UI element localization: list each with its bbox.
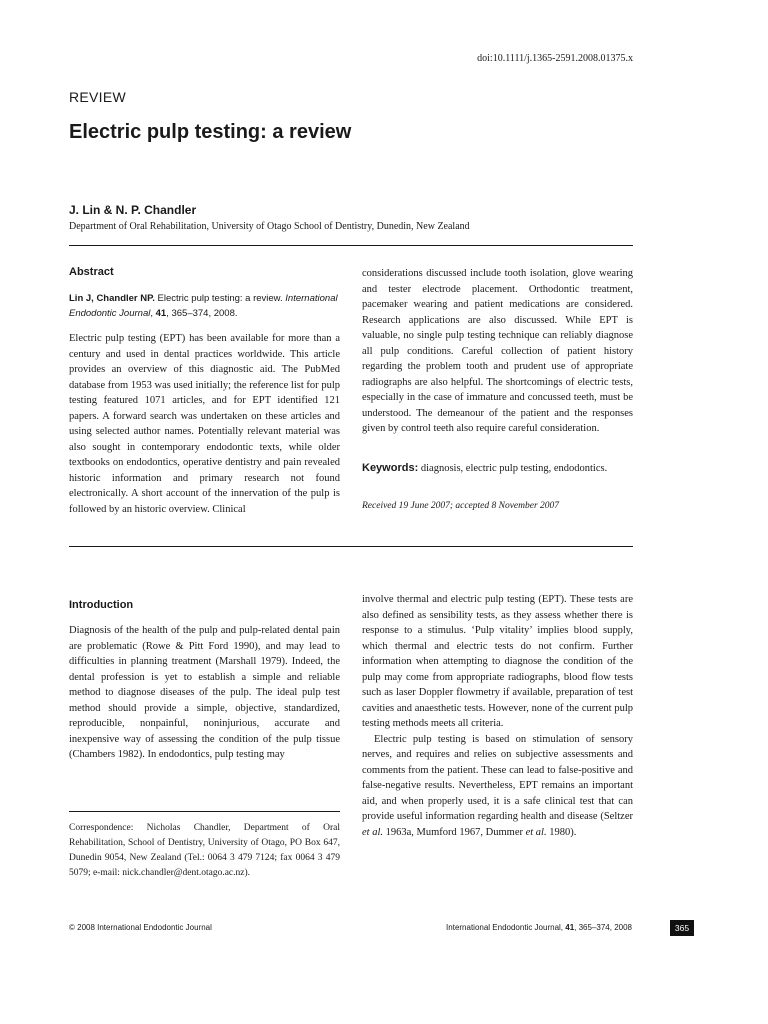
intro-p2-etal-1: et al. xyxy=(362,826,383,838)
citation-volume: 41 xyxy=(155,308,167,319)
footer-volume: 41 xyxy=(565,923,575,932)
affiliation: Department of Oral Rehabilitation, University of Otago School of Dentistry, Dunedin, New Zealand xyxy=(69,221,470,232)
introduction-text-left: Diagnosis of the health of the pulp and pulp-related dental pain are problematic (Rowe & Pitt Ford 1990), and may lead to difficulties in planning treatment (Marshall 1979). Indeed, the dental profession is yet to establish a simple and reliable method to diagnose diseases of the pulp. The ideal pulp test method should provide a simple, objective, standardized, reproducible, nonpainful, noninjurious, accurate and inexpensive way of assessing the condition of the pulp tissue (Chambers 1982). In endodontics, pulp testing may xyxy=(69,625,340,760)
abstract-paragraph-right xyxy=(362,266,633,437)
authors: J. Lin & N. P. Chandler xyxy=(69,203,197,217)
citation-article: Electric pulp testing: a review. xyxy=(154,293,286,304)
abstract-text-left: Electric pulp testing (EPT) has been available for more than a century and used in dental practices worldwide. This article provides an overview of this diagnostic aid. The PubMed database from 1953 was used initially; the reference list for pulp testing featured 1071 articles, and for EPT identified 121 papers. A forward search was undertaken on these articles and using selected author names. Potentially relevant material was also sought in contemporary endodontic texts, while older textbooks on endodontics, operative dentistry and pain revealed historic information and primary research not found electronically. A short account of the innervation of the pulp is followed by an historic overview. Clinical xyxy=(69,333,340,515)
doi: doi:10.1111/j.1365-2591.2008.01375.x xyxy=(477,53,633,64)
intro-p2-etal-2: et al. xyxy=(525,826,547,838)
keywords-list: diagnosis, electric pulp testing, endodontics. xyxy=(418,463,608,474)
page-number: 365 xyxy=(670,920,694,936)
top-divider xyxy=(69,245,633,246)
section-label: REVIEW xyxy=(69,89,127,105)
correspondence-footnote: Correspondence: Nicholas Chandler, Department of Oral Rehabilitation, School of Dentistry, University of Otago, PO Box 647, Dunedin 9054, New Zealand (Tel.: 0064 3 479 7124; fax 0064 3 479 5079; e-mail: nick.chandler@dent.otago.ac.nz). xyxy=(69,823,340,878)
footer-journal-name: International Endodontic Journal, xyxy=(446,923,566,932)
footnote-divider xyxy=(69,811,340,812)
citation-journal: International Endodontic Journal xyxy=(69,293,338,319)
footer-journal xyxy=(380,923,632,932)
intro-p2-end: 1980). xyxy=(546,826,577,838)
keywords-label: Keywords: xyxy=(362,462,419,474)
citation-sep: , xyxy=(150,308,156,319)
footer-pages-year: , 365–374, 2008 xyxy=(574,923,632,932)
introduction-text-right-1: involve thermal and electric pulp testing (EPT). These tests are also defined as sensibility tests, as they assess whether there is response to a stimulus. ‘Pulp vitality’ implies blood supply, which thermal and electric tests do not confirm. Further information when attempting to diagnose the condition of the pulp may come from appropriate radiographs, blood flow tests such as laser Doppler flowmetry if available, preparation of test cavities and anaesthetic tests. However, none of the current pulp testing methods meets all criteria. xyxy=(362,594,633,729)
abstract-paragraph-left xyxy=(69,331,340,517)
introduction-paragraphs-right xyxy=(362,592,633,840)
footer-copyright: © 2008 International Endodontic Journal xyxy=(69,923,212,932)
introduction-text-right-2 xyxy=(362,732,633,841)
abstract-divider xyxy=(69,546,633,547)
citation-pages-year: , 365–374, 2008. xyxy=(166,308,238,319)
intro-p2-start: Electric pulp testing is based on stimulation of sensory nerves, and requires and relies on subjective assessments and comments from the patient. These can lead to false-positive and false-negative results. Nevertheless, EPT remains an important aid, and when properly used, it is a safe clinical test that can provide useful information regarding health and disease (Seltzer xyxy=(362,733,633,822)
abstract-heading: Abstract xyxy=(69,266,114,278)
citation-authors: Lin J, Chandler NP. xyxy=(69,293,155,304)
article-title: Electric pulp testing: a review xyxy=(69,121,352,143)
abstract-citation xyxy=(69,291,340,321)
intro-p2-mid: 1963a, Mumford 1967, Dummer xyxy=(383,826,526,838)
received-dates: Received 19 June 2007; accepted 8 November 2007 xyxy=(362,501,560,511)
introduction-heading: Introduction xyxy=(69,599,134,611)
abstract-text-right: considerations discussed include tooth isolation, glove wearing and tester electrode placement. Orthodontic treatment, pacemaker wearing and patient medications are considered. Research applications are also discussed. While EPT is valuable, no single pulp testing technique can reliably diagnose all pulp conditions. Careful collection of patient history regarding the problem tooth and prudent use of appropriate radiographs are also helpful. The shortcomings of electric tests, especially in the case of immature and concussed teeth, must be understood. The demeanour of the patient and the responses given by control teeth also require careful consideration. xyxy=(362,268,633,434)
keywords xyxy=(362,461,633,477)
introduction-paragraph-left xyxy=(69,623,340,763)
